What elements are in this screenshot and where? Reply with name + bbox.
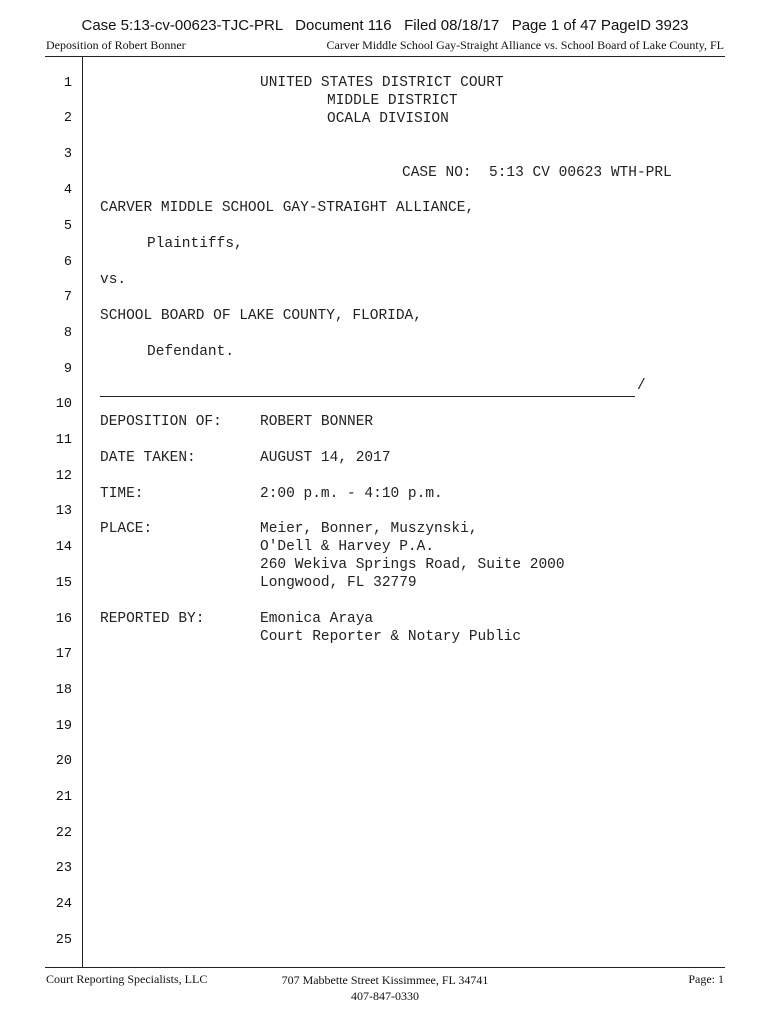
plaintiff-role: Plaintiffs, (147, 236, 243, 252)
court-district: MIDDLE DISTRICT (327, 93, 458, 109)
place-line-4: Longwood, FL 32779 (260, 575, 417, 591)
line-number: 4 (63, 183, 72, 198)
line-number: 14 (55, 540, 72, 555)
line-number: 15 (55, 576, 72, 591)
reporter-name: Emonica Araya (260, 611, 374, 627)
line-number: 22 (55, 826, 72, 841)
footer-rule (45, 967, 725, 968)
place-line-3: 260 Wekiva Springs Road, Suite 2000 (260, 557, 565, 573)
line-number: 19 (55, 719, 72, 734)
versus-text: vs. (100, 272, 127, 288)
line-number: 12 (55, 469, 72, 484)
time-value: 2:00 p.m. - 4:10 p.m. (260, 486, 443, 502)
place-line-1: Meier, Bonner, Muszynski, (260, 521, 478, 537)
line-number: 16 (55, 612, 72, 627)
plaintiff-name: CARVER MIDDLE SCHOOL GAY-STRAIGHT ALLIANCE, (100, 200, 475, 216)
header-case-title: Carver Middle School Gay-Straight Alliance vs. School Board of Lake County, FL (326, 38, 724, 52)
line-number: 24 (55, 897, 72, 912)
line-number: 17 (55, 647, 72, 662)
court-division: OCALA DIVISION (327, 111, 449, 127)
time-label: TIME: (100, 486, 144, 502)
defendant-role: Defendant. (147, 344, 235, 360)
deposition-value: ROBERT BONNER (260, 414, 374, 430)
line-number: 25 (55, 933, 72, 948)
date-label: DATE TAKEN: (100, 450, 196, 466)
left-margin-line (82, 57, 83, 967)
line-number: 13 (55, 504, 72, 519)
line-number: 7 (63, 290, 72, 305)
line-number: 1 (63, 76, 72, 91)
defendant-name: SCHOOL BOARD OF LAKE COUNTY, FLORIDA, (100, 308, 422, 324)
line-number: 3 (63, 147, 72, 162)
header-rule (45, 56, 725, 57)
footer-phone: 407-847-0330 (351, 989, 419, 1003)
reported-by-label: REPORTED BY: (100, 611, 205, 627)
caption-slash: / (637, 378, 646, 394)
footer-page-number: Page: 1 (688, 972, 724, 986)
line-number: 6 (63, 255, 72, 270)
court-name: UNITED STATES DISTRICT COURT (260, 75, 504, 91)
case-number: CASE NO: 5:13 CV 00623 WTH-PRL (402, 165, 672, 181)
footer-address-block (0, 972, 770, 1004)
line-number: 21 (55, 790, 72, 805)
deposition-label: DEPOSITION OF: (100, 414, 222, 430)
line-number: 5 (63, 219, 72, 234)
line-number: 23 (55, 861, 72, 876)
line-number: 10 (55, 397, 72, 412)
place-line-2: O'Dell & Harvey P.A. (260, 539, 435, 555)
line-number: 20 (55, 754, 72, 769)
line-number: 18 (55, 683, 72, 698)
footer-address: 707 Mabbette Street Kissimmee, FL 34741 (281, 973, 489, 987)
header-deposition-name: Deposition of Robert Bonner (46, 38, 186, 52)
reporter-title: Court Reporter & Notary Public (260, 629, 522, 645)
footer-company: Court Reporting Specialists, LLC (46, 972, 208, 986)
line-number: 11 (55, 433, 72, 448)
line-number: 8 (63, 326, 72, 341)
date-value: AUGUST 14, 2017 (260, 450, 391, 466)
line-number: 2 (63, 111, 72, 126)
place-label: PLACE: (100, 521, 153, 537)
line-number: 9 (63, 362, 72, 377)
case-stamp: Case 5:13-cv-00623-TJC-PRL Document 116 Filed 08/18/17 Page 1 of 47 PageID 3923 (81, 17, 689, 34)
caption-signature-line (100, 396, 635, 397)
